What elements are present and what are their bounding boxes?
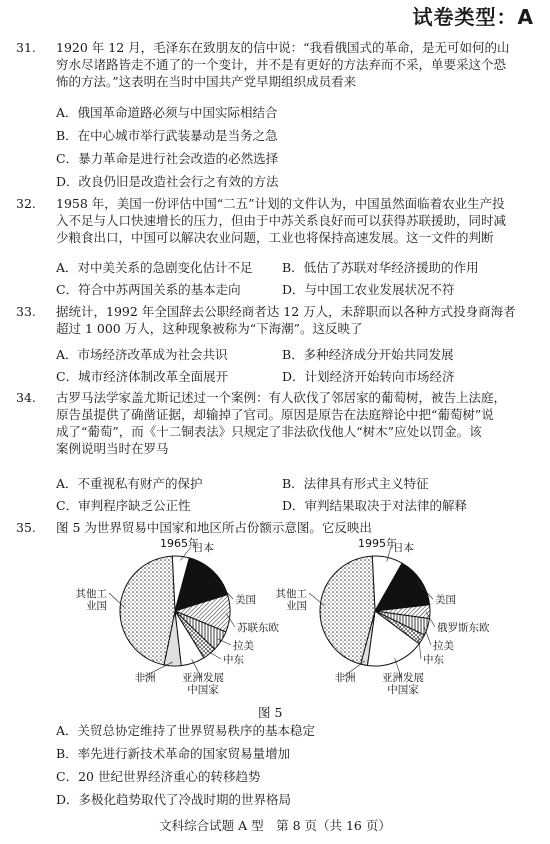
exam-type-label: 试卷类型：A [412,5,534,29]
option-35-c[interactable]: C．20 世纪世界经济重心的转移趋势 [56,769,261,784]
question-31 [16,40,534,91]
option-33-c[interactable]: C．城市经济体制改革全面展开 [56,369,229,384]
figure-5-pie-charts [0,535,550,710]
option-33-d[interactable]: D．计划经济开始转向市场经济 [282,369,455,384]
pie-slice-label: 其他工 [275,588,307,600]
pie-slice-label: 拉美 [433,640,454,652]
question-stem-line: 案例说明当时在罗马 [56,440,169,456]
pie-slice-label: 亚洲发展 [182,672,224,684]
pie-slice-label: 中东 [223,654,244,666]
option-32-a[interactable]: A．对中美关系的急剧变化估计不足 [56,260,253,275]
question-33 [16,304,534,338]
question-number: 32. [16,196,36,211]
pie-slice-label: 美国 [435,594,456,606]
question-number: 31. [16,40,36,55]
pie-slice-label: 中东 [423,654,444,666]
question-stem-line: 入不足与人口快速增长的压力，但由于中苏关系良好而可以获得苏联援助，同时减 [56,212,507,228]
pie-slice-label: 苏联东欧 [237,622,279,634]
option-34-a[interactable]: A．不重视私有财产的保护 [56,476,203,491]
question-stem-line: 原告虽提供了确凿证据，却输掉了官司。原因是原告在法庭辩论中把“葡萄树”说 [56,406,494,422]
pie-slice-label: 拉美 [233,640,254,652]
pie-chart-title: 1965年 [160,537,199,550]
option-32-c[interactable]: C．符合中苏两国关系的基本走向 [56,282,241,297]
pie-slice-label: 日本 [393,542,414,554]
pie-slice-label: 非洲 [134,672,156,684]
question-stem-line: 怖的方法。”这表明在当时中国共产党早期组织成员看来 [56,73,357,89]
question-stem-line: 1958 年，美国一份评估中国“二五”计划的文件认为，中国虽然面临着农业生产投 [56,196,505,211]
pie-slice-label: 亚洲发展 [382,672,424,684]
question-stem-line: 超过 1 000 万人，这种现象被称为“下海潮”。这反映了 [56,320,363,336]
pie-slice [120,556,175,665]
option-32-b[interactable]: B．低估了苏联对华经济援助的作用 [282,260,479,275]
pie-slice-label: 非洲 [334,672,356,684]
question-number: 35. [16,520,36,535]
option-33-a[interactable]: A．市场经济改革成为社会共识 [56,347,228,362]
leader-line [207,651,221,659]
pie-slice-label: 中国家 [187,684,219,696]
option-35-d[interactable]: D．多极化趋势取代了冷战时期的世界格局 [56,792,292,807]
pie-slice-label: 业国 [86,600,107,612]
option-34-b[interactable]: B．法律具有形式主义特征 [282,476,429,491]
option-34-c[interactable]: C．审判程序缺乏公正性 [56,498,191,513]
option-31-a[interactable]: A．俄国革命道路必须与中国实际相结合 [56,105,278,120]
pie-chart-title: 1995年 [358,537,397,550]
question-stem-line: 少粮食出口，中国可以解决农业问题，工业也将保持高速发展。这一文件的判断 [56,229,494,245]
pie-slice-label: 业国 [286,600,307,612]
pie-chart-1995 [276,536,490,696]
option-31-c[interactable]: C．暴力革命是进行社会改造的必然选择 [56,151,279,166]
option-33-b[interactable]: B．多种经济成分开始共同发展 [282,347,454,362]
question-stem-line: 古罗马法学家盖尤斯记述过一个案例：有人砍伐了邻居家的葡萄树，被告上法庭， [56,390,507,405]
option-35-a[interactable]: A．关贸总协定维持了世界贸易秩序的基本稳定 [56,723,316,738]
pie-slice-label: 日本 [193,542,214,554]
option-35-b[interactable]: B．率先进行新技术革命的国家贸易量增加 [56,746,291,761]
page-footer: 文科综合试题 A 型 第 8 页（共 16 页） [159,818,391,833]
question-stem-line: 据统计，1992 年全国辞去公职经商者达 12 万人，未辞职而以各种方式投身商海者 [56,304,516,319]
option-31-d[interactable]: D．改良仍旧是改造社会行之有效的方法 [56,174,279,189]
question-34 [16,390,534,458]
question-stem-line: 成了“葡萄”，而《十二铜表法》只规定了非法砍伐他人“树木”应处以罚金。该 [56,423,482,439]
question-number: 33. [16,304,36,319]
pie-slice-label: 俄罗斯东欧 [437,622,490,634]
figure-caption: 图 5 [258,705,283,720]
question-number: 34. [16,390,36,405]
question-stem-line: 穷水尽诸路皆走不通了的一个变计，并不是有更好的方法弃而不采，单要采这个恐 [56,56,507,72]
option-31-b[interactable]: B．在中心城市举行武装暴动是当务之急 [56,128,278,143]
pie-chart-1965 [76,536,280,696]
question-stem-line: 1920 年 12 月，毛泽东在致朋友的信中说：“我看俄国式的革命，是无可如何的山 [56,40,510,55]
pie-slice-label: 其他工 [75,588,107,600]
option-32-d[interactable]: D．与中国工农业发展状况不符 [282,282,455,297]
option-34-d[interactable]: D．审判结果取决于对法律的解释 [282,498,468,513]
question-stem-line: 图 5 为世界贸易中国家和地区所占份额示意图。它反映出 [56,520,372,535]
pie-slice-label: 中国家 [387,684,419,696]
question-32 [16,196,534,247]
pie-slice-label: 美国 [235,594,256,606]
